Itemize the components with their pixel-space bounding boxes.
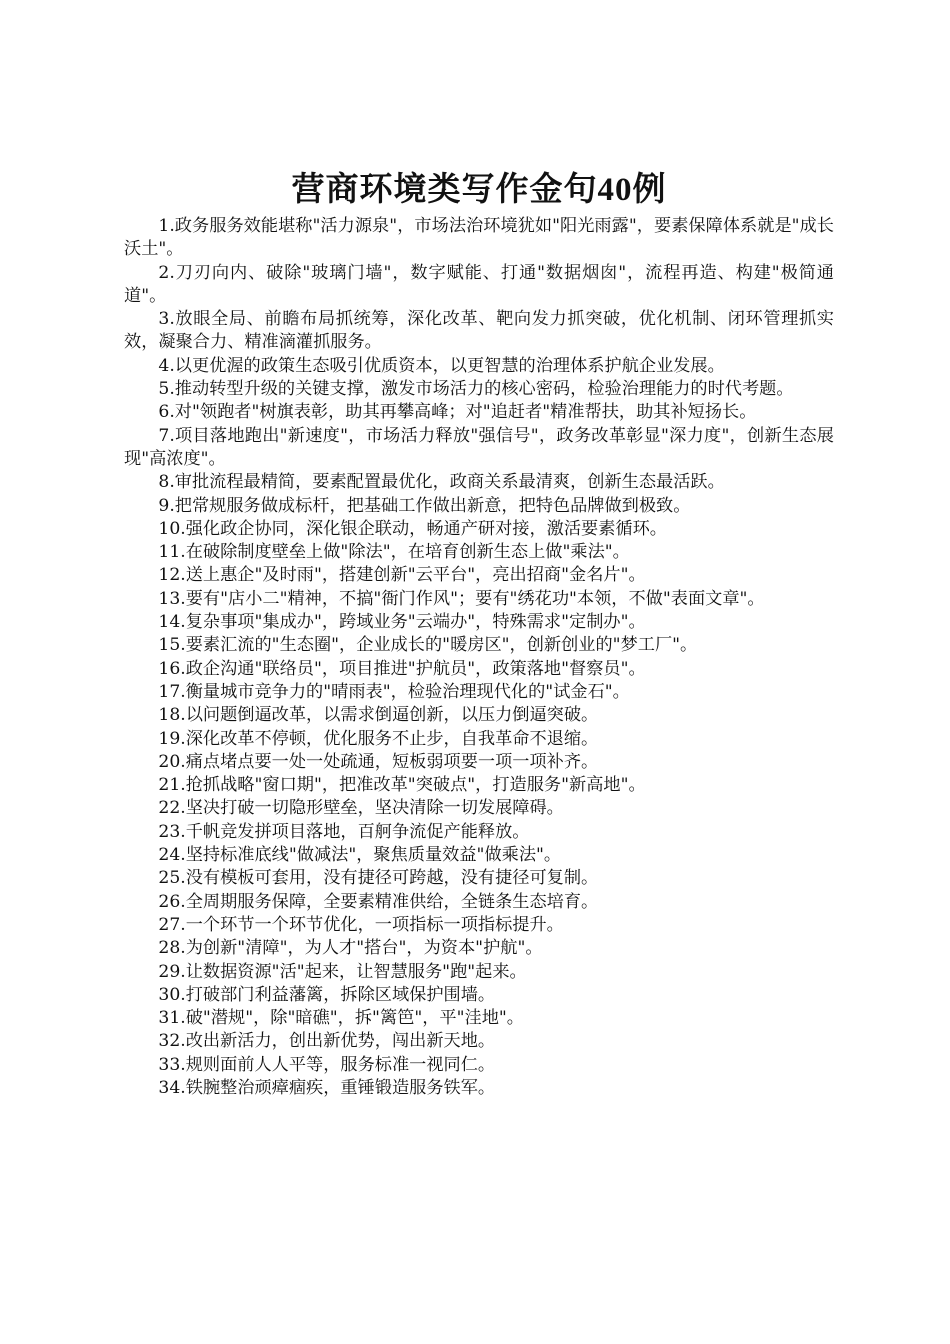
- list-item: 8.审批流程最精简，要素配置最优化，政商关系最清爽，创新生态最活跃。: [158, 472, 725, 493]
- list-item: 6.对"领跑者"树旗表彰，助其再攀高峰；对"追赶者"精准帮扶，助其补短扬长。: [158, 402, 757, 423]
- list-item: 24.坚持标准底线"做减法"，聚焦质量效益"做乘法"。: [158, 845, 562, 866]
- list-item: 25.没有模板可套用，没有捷径可跨越，没有捷径可复制。: [158, 868, 599, 889]
- list-item: 9.把常规服务做成标杆，把基础工作做出新意，把特色品牌做到极致。: [158, 495, 691, 516]
- list-item: 14.复杂事项"集成办"，跨域业务"云端办"，特殊需求"定制办"。: [158, 612, 646, 633]
- list-item: 18.以问题倒逼改革，以需求倒逼创新，以压力倒逼突破。: [158, 705, 599, 726]
- list-item: 13.要有"店小二"精神，不搞"衙门作风"；要有"绣花功"本领，不做"表面文章"。: [158, 588, 765, 609]
- list-item: 28.为创新"清障"，为人才"搭台"，为资本"护航"。: [158, 938, 543, 959]
- list-item: 15.要素汇流的"生态圈"，企业成长的"暖房区"，创新创业的"梦工厂"。: [158, 635, 698, 656]
- list-item: 11.在破除制度壁垒上做"除法"，在培育创新生态上做"乘法"。: [158, 542, 630, 563]
- list-item: 7.项目落地跑出"新速度"，市场活力释放"强信号"，政务改革彰显"深力度"，创新生态展现"高浓度"。: [124, 425, 834, 469]
- list-item: 26.全周期服务保障，全要素精准供给，全链条生态培育。: [158, 891, 599, 912]
- list-item: 19.深化改革不停顿，优化服务不止步，自我革命不退缩。: [158, 728, 599, 749]
- list-item: 20.痛点堵点要一处一处疏通，短板弱项要一项一项补齐。: [158, 751, 599, 772]
- list-item: 22.坚决打破一切隐形壁垒，坚决清除一切发展障碍。: [158, 798, 564, 819]
- title-number: 40: [597, 172, 633, 208]
- list-item: 12.送上惠企"及时雨"，搭建创新"云平台"，亮出招商"金名片"。: [158, 565, 646, 586]
- list-item: 31.破"潜规"，除"暗礁"，拆"篱笆"，平"洼地"。: [158, 1008, 524, 1029]
- list-item: 32.改出新活力，创出新优势，闯出新天地。: [158, 1031, 496, 1052]
- list-item: 30.打破部门利益藩篱，拆除区域保护围墙。: [158, 984, 496, 1005]
- list-item: 5.推动转型升级的关键支撑，激发市场活力的核心密码，检验治理能力的时代考题。: [158, 379, 794, 400]
- document-title: [124, 166, 834, 213]
- title-suffix: 例: [632, 169, 667, 208]
- document-page: [124, 166, 834, 1100]
- list-item: 2.刀刃向内、破除"玻璃门墙"，数字赋能、打通"数据烟囱"，流程再造、构建"极简通道"。: [124, 262, 834, 306]
- list-item: 1.政务服务效能堪称"活力源泉"，市场法治环境犹如"阳光雨露"，要素保障体系就是"成长沃土"。: [124, 216, 834, 260]
- list-item: 10.强化政企协同，深化银企联动，畅通产研对接，激活要素循环。: [158, 518, 667, 539]
- list-item: 16.政企沟通"联络员"，项目推进"护航员"，政策落地"督察员"。: [158, 658, 646, 679]
- list-item: 34.铁腕整治顽瘴痼疾，重锤锻造服务铁军。: [158, 1077, 496, 1098]
- title-prefix: 营商环境类写作金句: [291, 169, 598, 208]
- list-item: 27.一个环节一个环节优化，一项指标一项指标提升。: [158, 914, 564, 935]
- list-item: 23.千帆竞发拼项目落地，百舸争流促产能释放。: [158, 821, 530, 842]
- sentence-list: [124, 215, 834, 1100]
- list-item: 3.放眼全局、前瞻布局抓统筹，深化改革、靶向发力抓突破，优化机制、闭环管理抓实效，凝聚合力、精准滴灌抓服务。: [124, 309, 834, 353]
- list-item: 4.以更优渥的政策生态吸引优质资本，以更智慧的治理体系护航企业发展。: [158, 355, 725, 376]
- list-item: 17.衡量城市竞争力的"晴雨表"，检验治理现代化的"试金石"。: [158, 681, 630, 702]
- list-item: 21.抢抓战略"窗口期"，把准改革"突破点"，打造服务"新高地"。: [158, 775, 646, 796]
- list-item: 29.让数据资源"活"起来，让智慧服务"跑"起来。: [158, 961, 527, 982]
- list-item: 33.规则面前人人平等，服务标准一视同仁。: [158, 1054, 496, 1075]
